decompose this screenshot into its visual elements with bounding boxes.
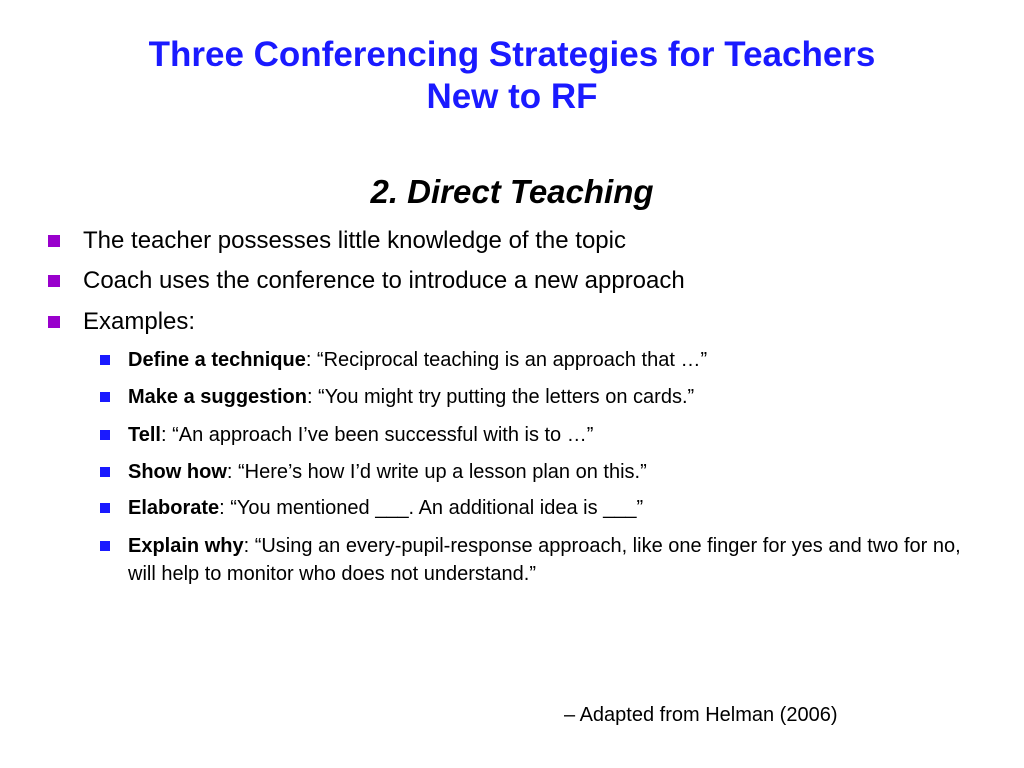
- bullet-text: Coach uses the conference to introduce a new approach: [83, 267, 685, 294]
- bullet-text: Examples:: [83, 308, 196, 335]
- example-term: Define a technique: [128, 349, 306, 371]
- example-quote: : “You mentioned ___. An additional idea is ___”: [219, 497, 644, 519]
- square-bullet-icon: [100, 467, 110, 477]
- square-bullet-icon: [100, 541, 110, 551]
- example-quote: : “An approach I’ve been successful with is to …”: [160, 424, 594, 446]
- slide-title: [0, 34, 1024, 118]
- example-quote: : “Reciprocal teaching is an approach that …”: [305, 349, 708, 371]
- example-term: Tell: [128, 424, 161, 446]
- example-quote: : “Here’s how I’d write up a lesson plan on this.”: [226, 461, 647, 483]
- bullet-text: The teacher possesses little knowledge of the topic: [83, 227, 626, 254]
- title-line-1: Three Conferencing Strategies for Teachers: [148, 35, 876, 74]
- example-term: Elaborate: [128, 497, 220, 519]
- title-line-2: New to RF: [426, 77, 598, 116]
- square-bullet-icon: [48, 235, 60, 247]
- square-bullet-icon: [100, 355, 110, 365]
- section-heading: 2. Direct Teaching: [370, 173, 654, 210]
- square-bullet-icon: [48, 316, 60, 328]
- square-bullet-icon: [100, 430, 110, 440]
- example-term: Show how: [128, 461, 227, 483]
- square-bullet-icon: [100, 392, 110, 402]
- citation: – Adapted from Helman (2006): [564, 704, 838, 726]
- example-quote: : “Using an every-pupil-response approach, like one finger for yes and two for no, will help to monitor who does not understand.”: [128, 535, 967, 585]
- square-bullet-icon: [48, 275, 60, 287]
- square-bullet-icon: [100, 503, 110, 513]
- example-quote: : “You might try putting the letters on cards.”: [306, 386, 695, 408]
- example-term: Explain why: [128, 535, 244, 557]
- example-term: Make a suggestion: [128, 386, 307, 408]
